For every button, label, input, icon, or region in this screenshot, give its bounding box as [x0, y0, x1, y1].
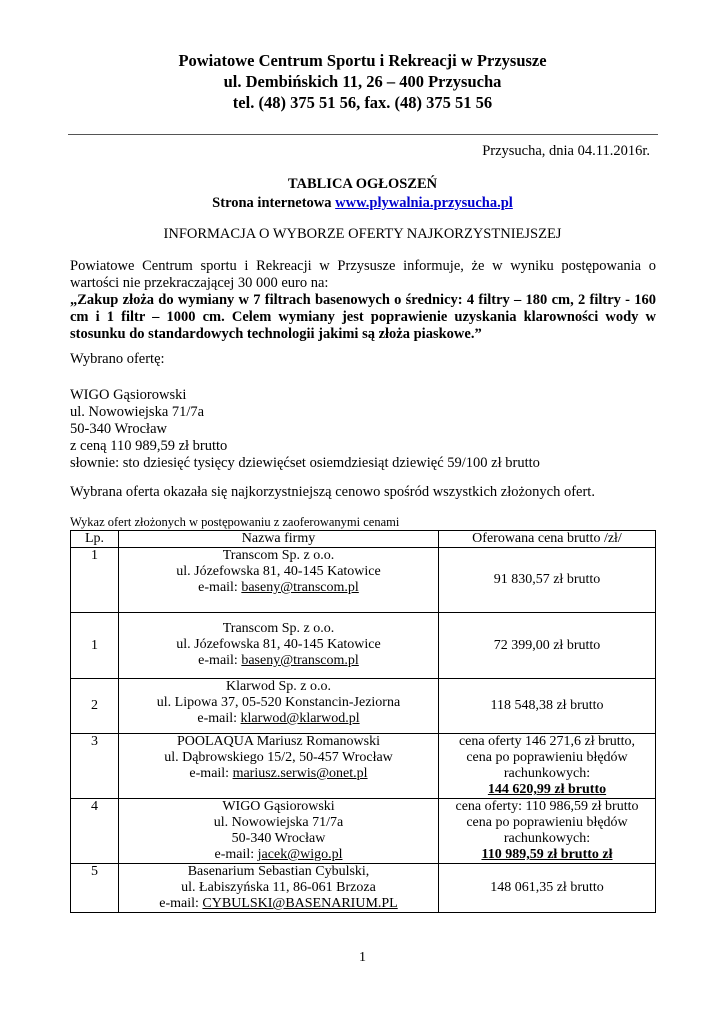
institution-name: Powiatowe Centrum Sportu i Rekreacji w Przysusze	[178, 51, 547, 70]
price-correction-note-2: rachunkowych:	[503, 831, 591, 846]
row-company	[119, 679, 439, 734]
notice-board-heading	[0, 175, 725, 213]
table-row	[71, 613, 656, 679]
email-prefix: e-mail:	[198, 580, 242, 595]
company-address: ul. Łabiszyńska 11, 86-061 Brzoza	[181, 880, 376, 895]
row-company	[119, 548, 439, 613]
company-name: Transcom Sp. z o.o.	[222, 621, 335, 636]
row-lp: 1	[71, 613, 119, 679]
winner-name: WIGO Gąsiorowski	[70, 387, 187, 403]
header-price: Oferowana cena brutto /zł/	[439, 531, 656, 548]
info-title: INFORMACJA O WYBORZE OFERTY NAJKORZYSTNIEJSZEJ	[163, 226, 562, 242]
price-original: cena oferty: 110 986,59 zł brutto	[455, 799, 639, 814]
price-original: cena oferty 146 271,6 zł brutto,	[458, 734, 636, 749]
table-row	[71, 864, 656, 913]
place-date: Przysucha, dnia 04.11.2016r.	[482, 143, 650, 159]
company-address-2: 50-340 Wrocław	[231, 831, 326, 846]
row-price	[439, 799, 656, 864]
company-email-link[interactable]: jacek@wigo.pl	[257, 847, 343, 862]
winner-price-words: słownie: sto dziesięć tysięcy dziewięćset osiemdziesiąt dziewięć 59/100 zł brutto	[70, 455, 540, 471]
header-lp: Lp.	[71, 531, 119, 548]
company-name: POOLAQUA Mariusz Romanowski	[177, 734, 380, 749]
chosen-offer-label: Wybrano ofertę:	[70, 351, 165, 367]
row-lp: 1	[71, 548, 119, 613]
email-prefix: e-mail:	[197, 711, 241, 726]
website-link[interactable]: www.plywalnia.przysucha.pl	[335, 195, 513, 211]
email-prefix: e-mail:	[214, 847, 258, 862]
price-final: 144 620,99 zł brutto	[487, 782, 607, 797]
email-prefix: e-mail:	[198, 653, 242, 668]
company-email-line	[121, 580, 436, 596]
company-address: ul. Józefowska 81, 40-145 Katowice	[176, 564, 381, 579]
company-email-line	[121, 766, 436, 782]
company-email-link[interactable]: klarwod@klarwod.pl	[240, 711, 360, 726]
institution-phone: tel. (48) 375 51 56, fax. (48) 375 51 56	[232, 93, 493, 112]
company-email-line	[121, 847, 436, 863]
institution-address: ul. Dembińskich 11, 26 – 400 Przysucha	[223, 72, 502, 91]
company-email-line	[121, 653, 436, 669]
row-company	[119, 799, 439, 864]
winner-city: 50-340 Wrocław	[70, 421, 167, 437]
offers-table	[70, 530, 656, 913]
header-divider	[68, 134, 658, 135]
row-price: 148 061,35 zł brutto	[439, 864, 656, 913]
institution-header	[0, 50, 725, 113]
company-address: ul. Nowowiejska 71/7a	[213, 815, 344, 830]
company-email-link[interactable]: mariusz.serwis@onet.pl	[232, 766, 368, 781]
winner-street: ul. Nowowiejska 71/7a	[70, 404, 205, 420]
intro-paragraph	[70, 258, 656, 343]
row-lp: 3	[71, 734, 119, 799]
row-price: 91 830,57 zł brutto	[439, 548, 656, 613]
row-company	[119, 734, 439, 799]
email-prefix: e-mail:	[189, 766, 233, 781]
company-address: ul. Józefowska 81, 40-145 Katowice	[176, 637, 381, 652]
procurement-subject: „Zakup złoża do wymiany w 7 filtrach basenowych o średnicy: 4 filtry – 180 cm, 2 filtry - 160 cm i 1 filtr – 1000 cm. Celem wymiany jest poprawienie uzyskania klarowności wody w stosunku do standardowych technologii jakimi są złoża piaskowe.”	[70, 292, 656, 342]
row-company	[119, 864, 439, 913]
row-company	[119, 613, 439, 679]
email-prefix: e-mail:	[159, 896, 203, 911]
intro-text: Powiatowe Centrum sportu i Rekreacji w Przysusze informuje, że w wyniku postępowania o wartości nie przekraczającej 30 000 euro na:	[70, 258, 656, 291]
company-email-link[interactable]: baseny@transcom.pl	[241, 580, 359, 595]
website-prefix: Strona internetowa	[212, 195, 336, 211]
company-name: Basenarium Sebastian Cybulski,	[187, 864, 370, 879]
row-lp: 4	[71, 799, 119, 864]
table-caption: Wykaz ofert złożonych w postępowaniu z zaoferowanymi cenami	[70, 515, 400, 529]
row-lp: 5	[71, 864, 119, 913]
company-name: Klarwod Sp. z o.o.	[226, 679, 331, 694]
row-price: 72 399,00 zł brutto	[439, 613, 656, 679]
table-row	[71, 679, 656, 734]
summary-text: Wybrana oferta okazała się najkorzystniejszą cenowo spośród wszystkich złożonych ofert.	[70, 484, 595, 500]
table-header-row	[71, 531, 656, 548]
company-email-line	[121, 896, 436, 912]
company-email-line	[121, 711, 436, 727]
notice-title: TABLICA OGŁOSZEŃ	[287, 176, 438, 192]
header-company: Nazwa firmy	[119, 531, 439, 548]
company-email-link[interactable]: baseny@transcom.pl	[241, 653, 359, 668]
company-email-link[interactable]: CYBULSKI@BASENARIUM.PL	[202, 896, 398, 911]
company-name: Transcom Sp. z o.o.	[222, 548, 335, 563]
company-address: ul. Dąbrowskiego 15/2, 50-457 Wrocław	[164, 750, 393, 765]
company-address: ul. Lipowa 37, 05-520 Konstancin-Jeziorna	[156, 695, 401, 710]
row-price	[439, 734, 656, 799]
row-price: 118 548,38 zł brutto	[439, 679, 656, 734]
price-final: 110 989,59 zł brutto zł	[481, 847, 613, 862]
winner-price: z ceną 110 989,59 zł brutto	[70, 438, 228, 454]
price-correction-note: cena po poprawieniu błędów	[466, 815, 628, 830]
price-correction-note-2: rachunkowych:	[503, 766, 591, 781]
winner-details	[70, 387, 540, 472]
website-line	[0, 194, 725, 213]
table-row	[71, 799, 656, 864]
company-name: WIGO Gąsiorowski	[222, 799, 335, 814]
page-number: 1	[359, 950, 366, 965]
table-row	[71, 734, 656, 799]
row-lp: 2	[71, 679, 119, 734]
price-correction-note: cena po poprawieniu błędów	[466, 750, 628, 765]
table-row	[71, 548, 656, 613]
